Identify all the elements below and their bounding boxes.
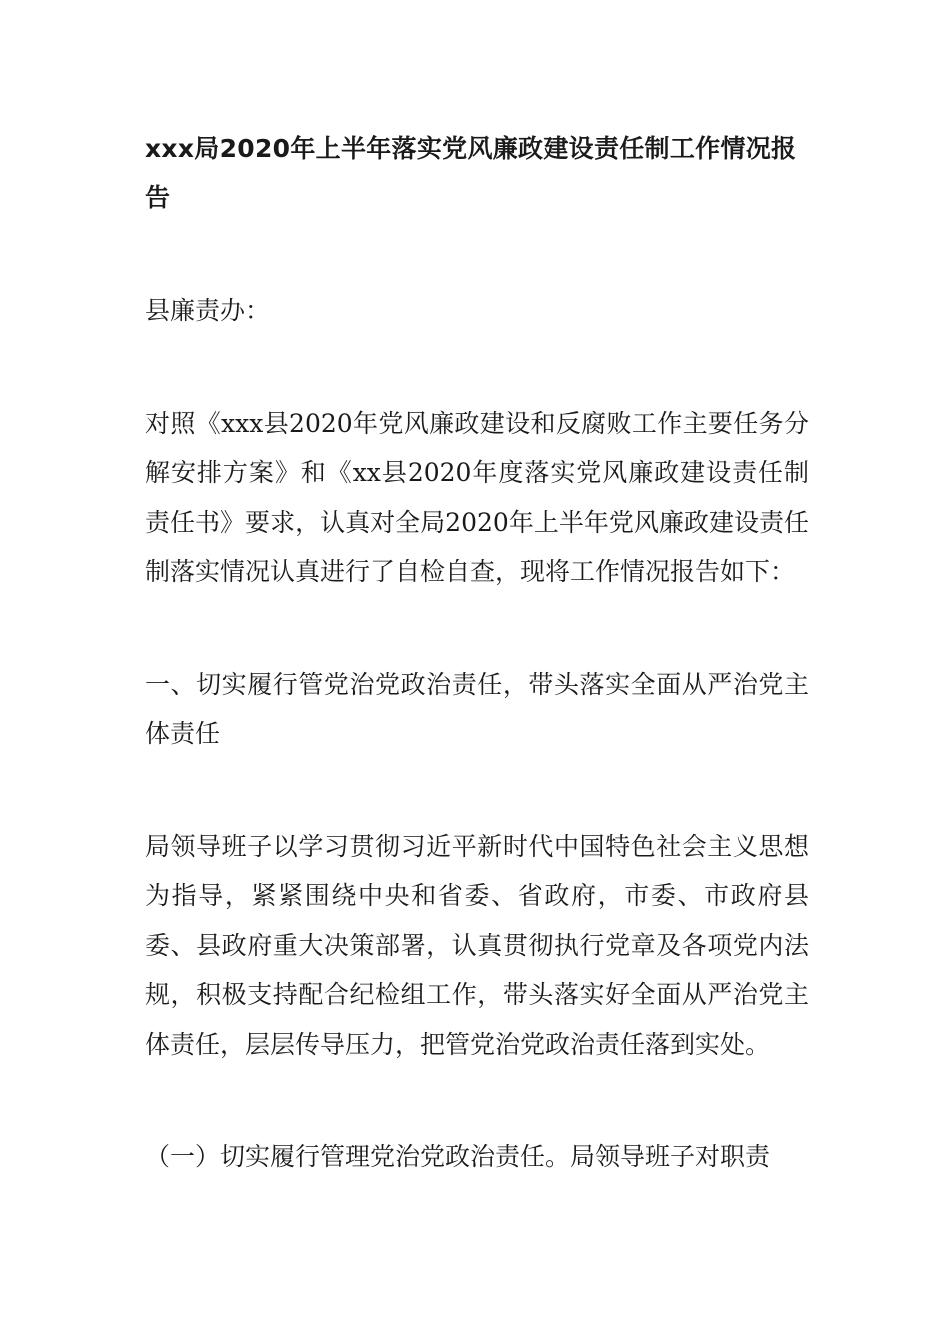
paragraph-body: 局领导班子以学习贯彻习近平新时代中国特色社会主义思想为指导，紧紧围绕中央和省委、省政府，市委、市政府县委、县政府重大决策部署，认真贯彻执行党章及各项党内法规，积极支持配合纪检组工作，带头落实好全面从严治党主体责任，层层传导压力，把管党治党政治责任落到实处。 [145, 831, 809, 1059]
paragraph-intro: 对照《xxx县2020年党风廉政建设和反腐败工作主要任务分解安排方案》和《xx县2020年度落实党风廉政建设责任制责任书》要求，认真对全局2020年上半年党风廉政建设责任制落实情况认真进行了自检自查，现将工作情况报告如下： [145, 408, 809, 586]
spacer [145, 336, 809, 399]
spacer [145, 222, 809, 286]
subsection-1: （一）切实履行管理党治党政治责任。局领导班子对职责 [145, 1142, 771, 1171]
document-title: xxx局2020年上半年落实党风廉政建设责任制工作情况报告 [145, 134, 797, 212]
spacer [145, 597, 809, 660]
salutation: 县廉责办： [145, 296, 271, 325]
section-heading-1: 一、切实履行管党治党政治责任，带头落实全面从严治党主体责任 [145, 669, 809, 748]
document-body [145, 124, 809, 1182]
spacer [145, 1069, 809, 1132]
spacer [145, 759, 809, 822]
